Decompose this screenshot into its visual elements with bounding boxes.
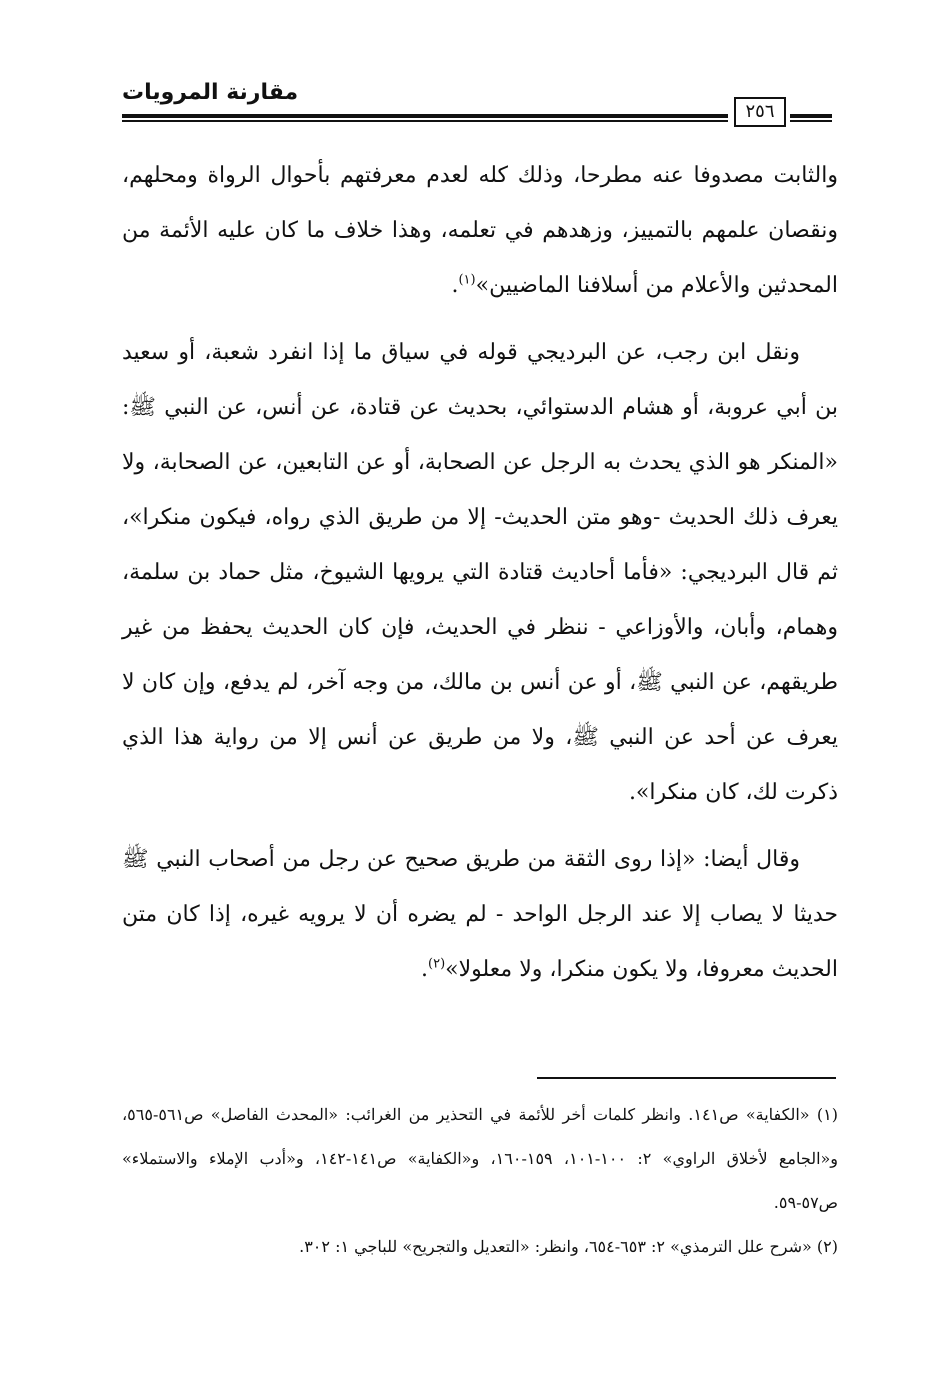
paragraph-3: وقال أيضا: «إذا روى الثقة من طريق صحيح عن رجل من أصحاب النبي ﷺ حديثا لا يصاب إلا عند الرجل الواحد - لم يضره أن لا يرويه غيره، إذا كان متن الحديث معروفا، ولا يكون منكرا، ولا معلولا»$^{(٢)}$. (122, 847, 838, 982)
running-header-title: مقارنة المرويات (122, 80, 299, 105)
footnote-1: (١) «الكفاية» ص١٤١. وانظر كلمات أخر للأئمة في التحذير من الغرائب: «المحدث الفاصل» ص٥٦١-٥٦٥، و«الجامع لأخلاق الراوي» ٢: ١٠٠-١٠١، ١٥٩-١٦٠، و«الكفاية» ص١٤١-١٤٢، و«أدب الإملاء والاستملاء» ص٥٧-٥٩. (122, 1105, 839, 1212)
footnote-marker-1: (١) (458, 272, 476, 288)
footnotes (122, 1093, 838, 1269)
main-text (122, 148, 838, 1009)
footnote-2: (٢) «شرح علل الترمذي» ٢: ٦٥٣-٦٥٤، وانظر: «التعديل والتجريح» للباجي ١: ٣٠٢. (299, 1237, 838, 1256)
page-number: ٢٥٦ (734, 97, 786, 127)
header-rule-right-thick (790, 114, 832, 118)
header-rule-thin (122, 120, 728, 122)
footnote-separator (537, 1077, 836, 1079)
footnote-marker-2: (٢) (428, 956, 446, 972)
paragraph-2: ونقل ابن رجب، عن البرديجي قوله في سياق ما إذا انفرد شعبة، أو سعيد بن أبي عروبة، أو هشام الدستوائي، بحديث عن قتادة، عن أنس، عن النبي ﷺ: «المنكر هو الذي يحدث به الرجل عن الصحابة، أو عن التابعين، عن الصحابة، ولا يعرف ذلك الحديث -وهو متن الحديث- إلا من طريق الذي رواه، فيكون منكرا»، ثم قال البرديجي: «فأما أحاديث قتادة التي يرويها الشيوخ، مثل حماد بن سلمة، وهمام، وأبان، والأوزاعي - ننظر في الحديث، فإن كان الحديث يحفظ من غير طريقهم، عن النبي ﷺ، أو عن أنس بن مالك، من وجه آخر، لم يدفع، وإن كان لا يعرف عن أحد عن النبي ﷺ، ولا من طريق عن أنس إلا من رواية هذا الذي ذكرت لك، كان منكرا». (122, 340, 838, 805)
header-rule-thick (122, 114, 728, 118)
paragraph-1: والثابت مصدوفا عنه مطرحا، وذلك كله لعدم معرفتهم بأحوال الرواة ومحلهم، ونقصان علمهم بالتمييز، وزهدهم في تعلمه، وهذا خلاف ما كان عليه الأئمة من المحدثين والأعلام من أسلافنا الماضيين»$^{(١)}$. (122, 163, 838, 298)
header-rule-right-thin (790, 120, 832, 122)
